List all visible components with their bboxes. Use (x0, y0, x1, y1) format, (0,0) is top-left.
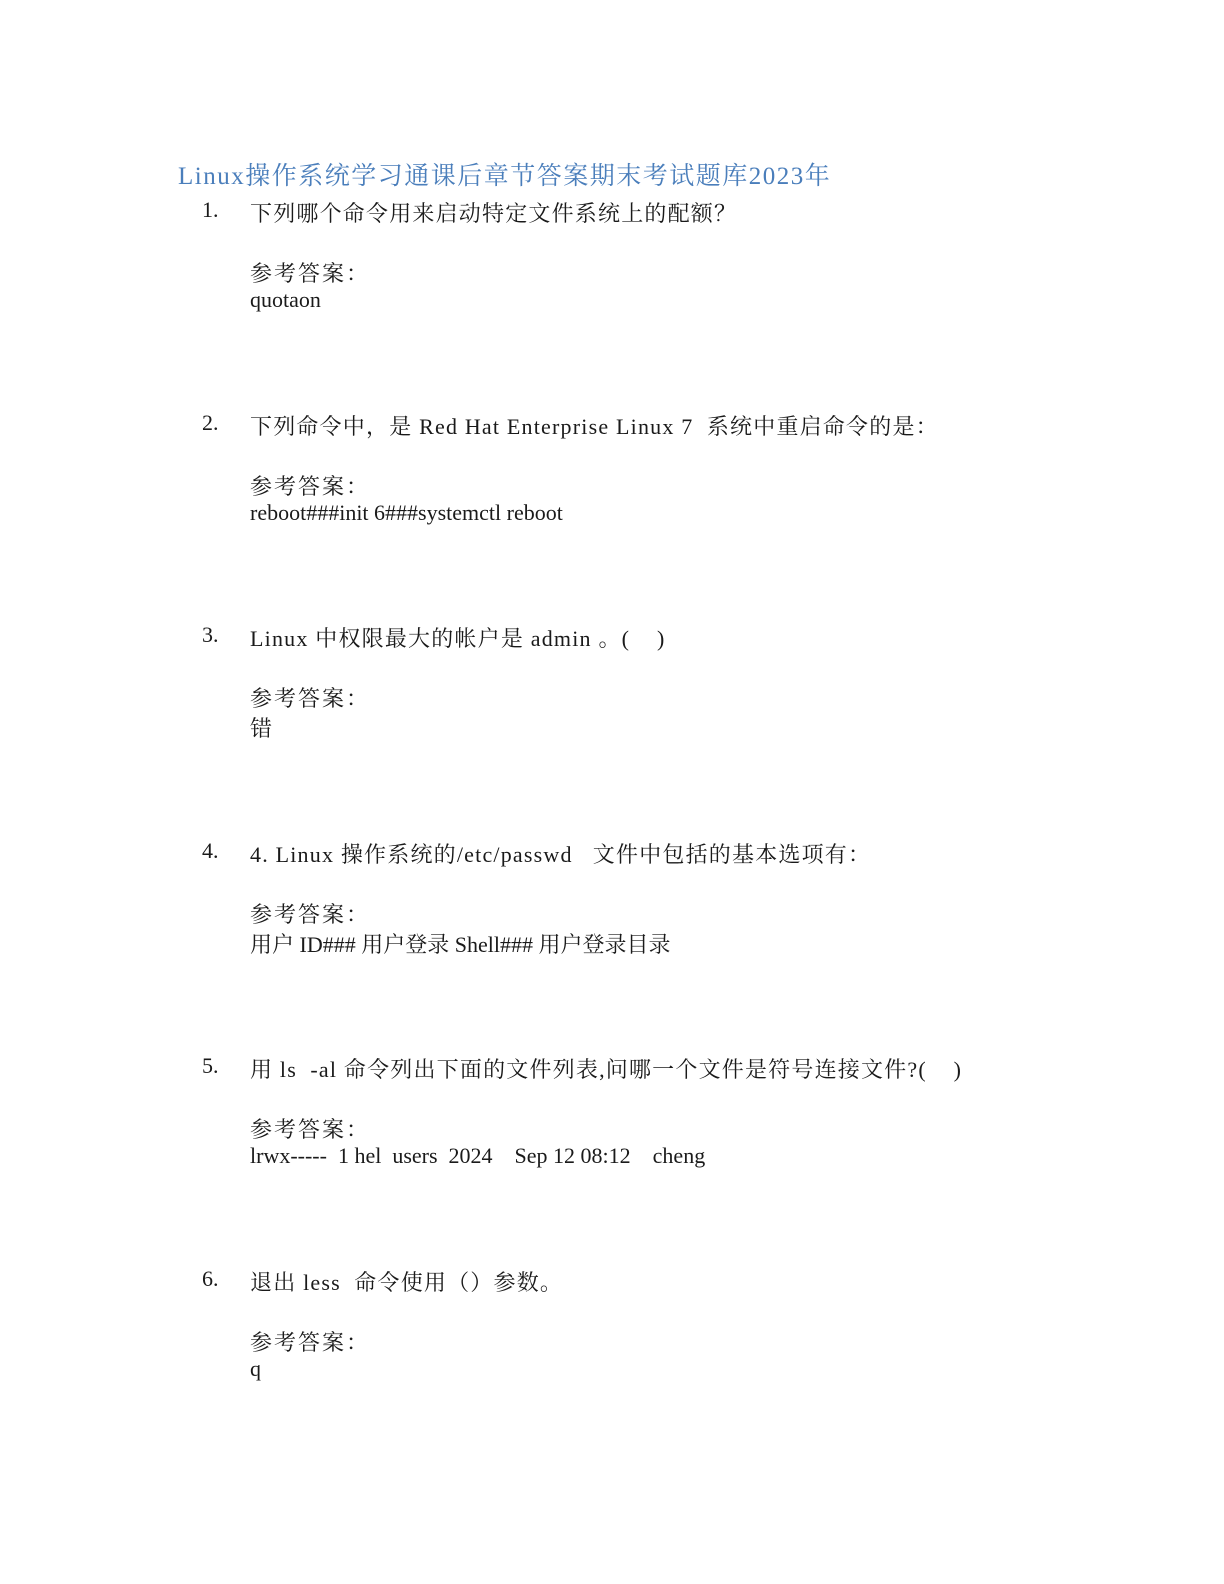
question-text: 下列命令中，是 Red Hat Enterprise Linux 7 系统中重启命令的是： (250, 414, 939, 439)
question-number: 2. (202, 410, 219, 435)
answer-text: 用户 ID### 用户登录 Shell### 用户登录目录 (250, 932, 671, 957)
document-title: Linux操作系统学习通课后章节答案期末考试题库2023年 (178, 163, 832, 190)
answer-text: quotaon (250, 287, 321, 312)
question-number: 6. (202, 1266, 219, 1291)
answer-text: 错 (250, 716, 273, 741)
question-text: 下列哪个命令用来启动特定文件系统上的配额？ (250, 201, 738, 226)
question-text: 用 ls -al 命令列出下面的文件列表,问哪一个文件是符号连接文件?( ) (250, 1057, 963, 1082)
question-number: 4. (202, 838, 219, 863)
question-text: 4. Linux 操作系统的/etc/passwd 文件中包括的基本选项有： (250, 842, 872, 867)
answer-label: 参考答案： (250, 902, 371, 927)
answer-label: 参考答案： (250, 261, 371, 286)
question-number: 1. (202, 197, 219, 222)
answer-label: 参考答案： (250, 474, 371, 499)
question-number: 3. (202, 622, 219, 647)
question-number: 5. (202, 1053, 219, 1078)
answer-label: 参考答案： (250, 1330, 371, 1355)
question-text: Linux 中权限最大的帐户是 admin 。( ) (250, 626, 666, 651)
answer-text: lrwx----- 1 hel users 2024 Sep 12 08:12 cheng (250, 1143, 706, 1168)
question-text: 退出 less 命令使用（）参数。 (250, 1270, 564, 1295)
answer-label: 参考答案： (250, 686, 371, 711)
answer-text: reboot###init 6###systemctl reboot (250, 500, 563, 525)
answer-label: 参考答案： (250, 1117, 371, 1142)
answer-text: q (250, 1356, 261, 1381)
